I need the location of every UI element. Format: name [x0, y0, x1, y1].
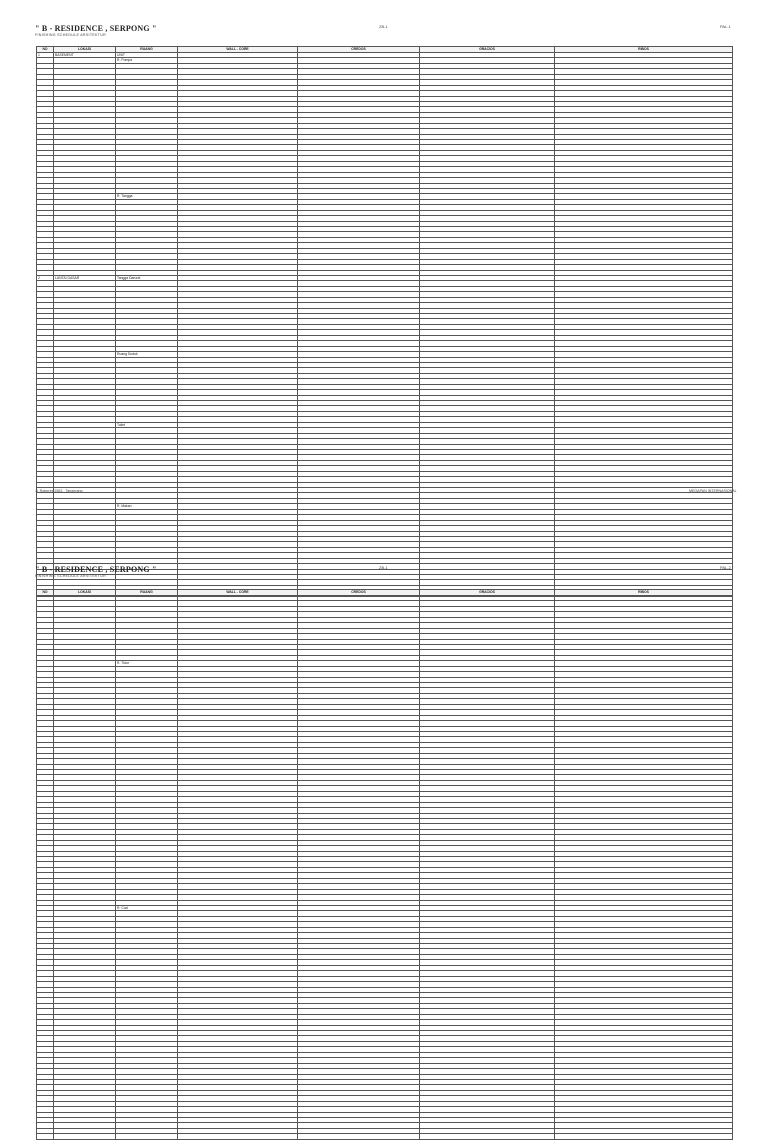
- column-header: WALL - CORE: [178, 47, 298, 53]
- column-header: RIBOS: [555, 590, 733, 596]
- schedule-sheet-2: [0, 560, 768, 1024]
- column-header: RUANG: [116, 590, 178, 596]
- table-cell: [420, 1134, 555, 1139]
- table-cell: Ruang Duduk: [116, 352, 178, 357]
- column-header: RUANG: [116, 47, 178, 53]
- table-row: [37, 1134, 733, 1139]
- column-header: RIBOS: [555, 47, 733, 53]
- table-body: [37, 53, 733, 597]
- column-header: LOKASI: [54, 47, 116, 53]
- table-cell: BASEMENT: [54, 53, 116, 58]
- table-cell: LANTAI DASAR: [54, 275, 116, 280]
- table-cell: Toilet: [116, 422, 178, 427]
- table-cell: R. Cuci: [116, 905, 178, 910]
- column-header: GRACIOS: [420, 47, 555, 53]
- table-cell: [178, 1134, 298, 1139]
- column-header: WALL - CORE: [178, 590, 298, 596]
- document-title: " B - RESIDENCE , SERPONG ": [35, 24, 157, 33]
- table-cell: [37, 1134, 54, 1139]
- column-header: NO: [37, 590, 54, 596]
- table-cell: [116, 1134, 178, 1139]
- document-title: " B - RESIDENCE , SERPONG ": [35, 565, 157, 574]
- column-header: CREDOS: [298, 47, 420, 53]
- page-label: PAL-2: [720, 565, 731, 570]
- table-cell: Tangga Darurat: [116, 275, 178, 280]
- table-cell: R. Makan: [116, 504, 178, 509]
- header-code: ZB-1: [379, 565, 388, 570]
- document-subtitle: FINISHING SCHEDULE ARSITEKTUR: [35, 574, 107, 578]
- table-cell: 1: [37, 53, 54, 58]
- column-header: NO: [37, 47, 54, 53]
- table-cell: R. Tangga: [116, 194, 178, 199]
- table-cell: 2: [37, 275, 54, 280]
- table-cell: R. Pompa: [116, 58, 178, 63]
- footer-company: MEGAPAN INTERNASIONAL: [689, 489, 737, 493]
- page-label: PAL-1: [720, 24, 731, 29]
- document-subtitle: FINISHING SCHEDULE ARSITEKTUR: [35, 33, 107, 37]
- table-cell: [298, 1134, 420, 1139]
- column-header: CREDOS: [298, 590, 420, 596]
- table-body: [37, 596, 733, 1140]
- header-code: ZB-1: [379, 24, 388, 29]
- table-cell: [555, 1134, 733, 1139]
- finishing-schedule-table: [36, 46, 733, 597]
- column-header: LOKASI: [54, 590, 116, 596]
- schedule-sheet-1: [0, 0, 768, 512]
- table-cell: UNIT: [116, 53, 178, 58]
- footer-address: Jl. Rotorrex 2563 - Tangerang: [35, 489, 83, 493]
- finishing-schedule-table: [36, 589, 733, 1140]
- column-header: GRACIOS: [420, 590, 555, 596]
- table-cell: R. Tidur: [116, 661, 178, 666]
- table-cell: [54, 1134, 116, 1139]
